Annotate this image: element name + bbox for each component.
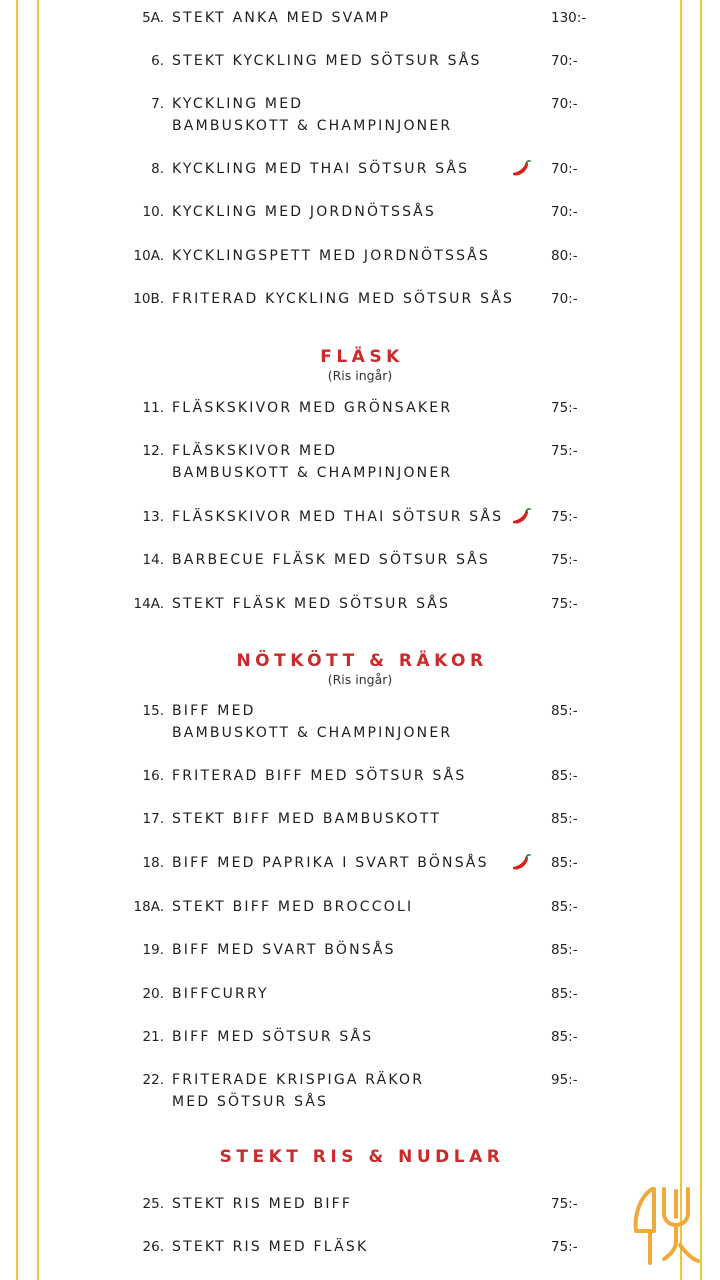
- menu-item-name-line: BIFF MED: [172, 703, 256, 719]
- menu-item-number: 14.: [142, 552, 164, 568]
- menu-item-name-line: STEKT KYCKLING MED SÖTSUR SÅS: [172, 53, 482, 69]
- menu-item-number: 11.: [142, 400, 164, 416]
- chili-pepper-icon: [510, 507, 532, 527]
- menu-item-name-line: STEKT RIS MED BIFF: [172, 1196, 353, 1212]
- menu-item-name: [172, 549, 512, 571]
- menu-item-name-line: FRITERADE KRISPIGA RÄKOR: [172, 1072, 425, 1088]
- menu-item-price: 85:-: [551, 855, 578, 871]
- menu-item-number: 10A.: [133, 248, 164, 264]
- menu-item-name: [172, 440, 512, 484]
- menu-item-number: 10.: [142, 204, 164, 220]
- menu-item-price: 85:-: [551, 942, 578, 958]
- menu-item-name-line: STEKT BIFF MED BROCCOLI: [172, 899, 414, 915]
- menu-item-name: [172, 593, 512, 615]
- menu-item-number: 22.: [142, 1072, 164, 1088]
- menu-item-name-line: STEKT ANKA MED SVAMP: [172, 10, 391, 26]
- section-subtitle: (Ris ingår): [327, 672, 393, 687]
- menu-item-name: [172, 1236, 512, 1258]
- menu-item-name: [172, 1193, 512, 1215]
- menu-item-number: 14A.: [133, 596, 164, 612]
- menu-item-price: 85:-: [551, 899, 578, 915]
- menu-item-number: 21.: [142, 1029, 164, 1045]
- section-title: STEKT RIS & NUDLAR: [219, 1147, 505, 1167]
- menu-item-name-line: BAMBUSKOTT & CHAMPINJONER: [172, 465, 453, 481]
- menu-item-number: 18A.: [133, 899, 164, 915]
- menu-item-number: 7.: [151, 96, 164, 112]
- menu-item-number: 12.: [142, 443, 164, 459]
- right-outer-border: [700, 0, 702, 1280]
- menu-item-name: [172, 506, 512, 528]
- menu-item-name: [172, 939, 512, 961]
- menu-item-name: [172, 158, 512, 180]
- menu-item-name-line: FLÄSKSKIVOR MED: [172, 443, 338, 459]
- menu-item-number: 15.: [142, 703, 164, 719]
- section-header: [0, 346, 720, 384]
- menu-item-price: 80:-: [551, 248, 578, 264]
- menu-item-price: 70:-: [551, 161, 578, 177]
- menu-item-name-line: KYCKLING MED JORDNÖTSSÅS: [172, 204, 437, 220]
- menu-item-price: 75:-: [551, 400, 578, 416]
- menu-item-price: 85:-: [551, 811, 578, 827]
- right-inner-border: [680, 0, 682, 1280]
- menu-item-name-line: BARBECUE FLÄSK MED SÖTSUR SÅS: [172, 552, 491, 568]
- menu-item-price: 70:-: [551, 96, 578, 112]
- menu-item-number: 8.: [151, 161, 164, 177]
- menu-item-name-line: STEKT FLÄSK MED SÖTSUR SÅS: [172, 596, 451, 612]
- menu-item-price: 75:-: [551, 552, 578, 568]
- menu-item-name-line: BIFF MED PAPRIKA I SVART BÖNSÅS: [172, 855, 489, 871]
- menu-item-price: 75:-: [551, 443, 578, 459]
- menu-item-name-line: BAMBUSKOTT & CHAMPINJONER: [172, 118, 453, 134]
- menu-item-price: 75:-: [551, 596, 578, 612]
- menu-item-price: 75:-: [551, 509, 578, 525]
- menu-item-name-line: BAMBUSKOTT & CHAMPINJONER: [172, 725, 453, 741]
- menu-item-name: [172, 700, 512, 744]
- menu-item-number: 18.: [142, 855, 164, 871]
- menu-item-name-line: KYCKLING MED THAI SÖTSUR SÅS: [172, 161, 470, 177]
- menu-item-name-line: STEKT RIS MED FLÄSK: [172, 1239, 369, 1255]
- menu-item-price: 85:-: [551, 768, 578, 784]
- fork-knife-logo-icon: [630, 1183, 702, 1269]
- menu-item-price: 95:-: [551, 1072, 578, 1088]
- chili-pepper-icon: [510, 853, 532, 873]
- menu-item-name: [172, 1069, 512, 1113]
- menu-item-price: 75:-: [551, 1239, 578, 1255]
- menu-item-name: [172, 50, 512, 72]
- menu-item-price: 85:-: [551, 703, 578, 719]
- menu-item-name-line: KYCKLINGSPETT MED JORDNÖTSSÅS: [172, 248, 491, 264]
- menu-item-number: 6.: [151, 53, 164, 69]
- menu-item-number: 16.: [142, 768, 164, 784]
- menu-item-number: 13.: [142, 509, 164, 525]
- menu-item-number: 20.: [142, 986, 164, 1002]
- menu-item-number: 26.: [142, 1239, 164, 1255]
- section-title: NÖTKÖTT & RÄKOR: [236, 651, 488, 671]
- section-header: [0, 650, 720, 688]
- section-subtitle: (Ris ingår): [327, 368, 393, 383]
- section-header: [0, 1146, 720, 1168]
- menu-item-name-line: STEKT BIFF MED BAMBUSKOTT: [172, 811, 442, 827]
- chili-pepper-icon: [510, 159, 532, 179]
- left-outer-border: [16, 0, 18, 1280]
- menu-item-name: [172, 765, 512, 787]
- menu-item-name: [172, 808, 512, 830]
- menu-item-name: [172, 93, 512, 137]
- menu-item-price: 130:-: [551, 10, 587, 26]
- menu-item-number: 17.: [142, 811, 164, 827]
- menu-item-name: [172, 245, 512, 267]
- menu-item-name-line: FRITERAD KYCKLING MED SÖTSUR SÅS: [172, 291, 515, 307]
- menu-item-number: 10B.: [133, 291, 164, 307]
- menu-item-name-line: MED SÖTSUR SÅS: [172, 1094, 329, 1110]
- menu-item-price: 85:-: [551, 986, 578, 1002]
- menu-item-name: [172, 397, 512, 419]
- menu-item-number: 5A.: [142, 10, 164, 26]
- menu-item-name-line: FLÄSKSKIVOR MED GRÖNSAKER: [172, 400, 453, 416]
- menu-item-name-line: KYCKLING MED: [172, 96, 304, 112]
- menu-item-name-line: BIFF MED SÖTSUR SÅS: [172, 1029, 374, 1045]
- menu-item-number: 19.: [142, 942, 164, 958]
- menu-item-name-line: BIFFCURRY: [172, 986, 269, 1002]
- menu-item-name: [172, 852, 512, 874]
- menu-item-price: 85:-: [551, 1029, 578, 1045]
- section-title: FLÄSK: [320, 347, 404, 367]
- menu-item-name: [172, 983, 512, 1005]
- menu-item-name: [172, 7, 512, 29]
- menu-item-name: [172, 201, 512, 223]
- menu-item-price: 70:-: [551, 53, 578, 69]
- menu-item-number: 25.: [142, 1196, 164, 1212]
- menu-item-name-line: FRITERAD BIFF MED SÖTSUR SÅS: [172, 768, 467, 784]
- menu-item-name: [172, 288, 515, 310]
- menu-item-name: [172, 1026, 512, 1048]
- menu-item-price: 70:-: [551, 204, 578, 220]
- left-inner-border: [37, 0, 39, 1280]
- menu-item-price: 75:-: [551, 1196, 578, 1212]
- menu-item-name-line: BIFF MED SVART BÖNSÅS: [172, 942, 396, 958]
- menu-item-price: 70:-: [551, 291, 578, 307]
- menu-item-name-line: FLÄSKSKIVOR MED THAI SÖTSUR SÅS: [172, 509, 504, 525]
- menu-item-name: [172, 896, 512, 918]
